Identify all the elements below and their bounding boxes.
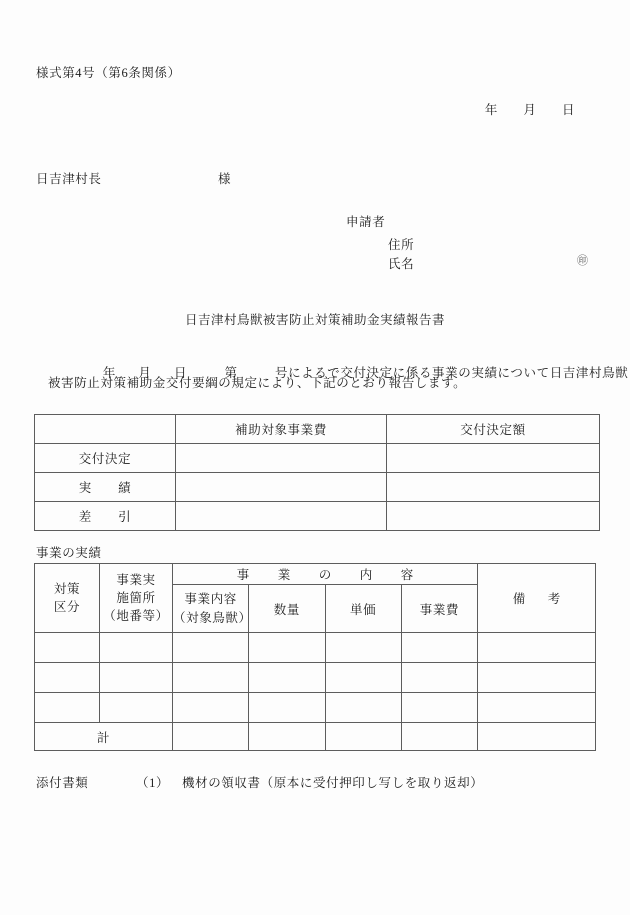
- results-cell-cost-3[interactable]: [401, 693, 477, 723]
- table-header-group-row: [35, 564, 596, 585]
- attachment-item-number: （1）: [136, 776, 170, 790]
- results-cell-naiyou-2[interactable]: [173, 663, 249, 693]
- document-title: 日吉津村鳥獣被害防止対策補助金実績報告書: [184, 313, 445, 327]
- results-header-remarks: 備 考: [478, 564, 596, 633]
- results-header-implementation-place: [100, 564, 173, 633]
- results-table: [34, 563, 596, 751]
- results-cell-kubun-2[interactable]: [35, 663, 100, 693]
- body-number-prefix-label: 第: [224, 365, 275, 380]
- table-row: [35, 663, 596, 693]
- body-day-label: 日: [173, 365, 225, 380]
- body-month-label: 月: [138, 365, 174, 380]
- summary-cell-actual-cost[interactable]: [176, 473, 387, 502]
- applicant-address-label: 住所: [388, 238, 415, 252]
- table-row: [35, 693, 596, 723]
- results-cell-place-2[interactable]: [100, 663, 173, 693]
- summary-header-grant-amount: 交付決定額: [387, 415, 600, 444]
- results-header-implementation-place-text: 事業実 施箇所 （地番等）: [103, 572, 169, 624]
- date-day-label: 日: [561, 102, 576, 117]
- summary-cell-actual-grant[interactable]: [387, 473, 600, 502]
- results-header-unit-price: 単価: [325, 585, 401, 633]
- attachments-label: 添付書類: [36, 776, 89, 790]
- results-cell-naiyou-3[interactable]: [173, 693, 249, 723]
- results-cell-unit-price-1[interactable]: [325, 633, 401, 663]
- table-row: [35, 502, 600, 531]
- results-cell-remarks-2[interactable]: [478, 663, 596, 693]
- results-cell-naiyou-1[interactable]: [173, 633, 249, 663]
- summary-cell-difference-cost[interactable]: [176, 502, 387, 531]
- date-month-label: 月: [523, 102, 562, 117]
- attachment-item-description: 機材の領収書（原本に受付押印し写しを取り返却）: [182, 776, 484, 790]
- summary-header-subsidy-cost: 補助対象事業費: [176, 415, 387, 444]
- results-total-naiyou[interactable]: [173, 723, 249, 751]
- results-header-measure-category: [35, 564, 100, 633]
- results-total-cost[interactable]: [401, 723, 477, 751]
- results-header-project-detail-text: 事業内容 （対象鳥獣）: [173, 592, 252, 625]
- summary-row-label-difference: 差 引: [35, 502, 176, 531]
- results-header-project-cost: 事業費: [401, 585, 477, 633]
- summary-table: [34, 414, 600, 531]
- results-header-measure-category-line-1: 対策 区分: [53, 581, 81, 614]
- body-paragraph-line-2: 被害防止対策補助金交付要綱の規定により、下記のとおり報告します。: [48, 376, 467, 390]
- results-cell-remarks-3[interactable]: [478, 693, 596, 723]
- form-code-label: 様式第4号（第6条関係）: [36, 66, 181, 80]
- results-cell-place-3[interactable]: [100, 693, 173, 723]
- results-section-label: 事業の実績: [36, 546, 102, 560]
- body-year-label: 年: [102, 365, 139, 380]
- results-cell-unit-price-3[interactable]: [325, 693, 401, 723]
- table-total-row: [35, 723, 596, 751]
- seal-stamp-icon: ㊞: [577, 255, 589, 267]
- summary-cell-difference-grant[interactable]: [387, 502, 600, 531]
- results-header-project-contents-group: 事 業 の 内 容: [173, 564, 478, 585]
- table-row: [35, 633, 596, 663]
- results-cell-place-1[interactable]: [100, 633, 173, 663]
- results-cell-quantity-3[interactable]: [249, 693, 325, 723]
- results-cell-kubun-1[interactable]: [35, 633, 100, 663]
- results-cell-quantity-1[interactable]: [249, 633, 325, 663]
- summary-row-label-decision: 交付決定: [35, 444, 176, 473]
- summary-cell-decision-grant[interactable]: [387, 444, 600, 473]
- results-cell-cost-1[interactable]: [401, 633, 477, 663]
- results-total-remarks[interactable]: [478, 723, 596, 751]
- results-total-unit-price[interactable]: [325, 723, 401, 751]
- results-cell-cost-2[interactable]: [401, 663, 477, 693]
- results-cell-unit-price-2[interactable]: [325, 663, 401, 693]
- summary-row-label-actual: 実 績: [35, 473, 176, 502]
- summary-cell-decision-cost[interactable]: [176, 444, 387, 473]
- applicant-name-label: 氏名: [388, 257, 415, 271]
- date-year-label: 年: [484, 102, 524, 117]
- date-line: [470, 91, 575, 129]
- results-cell-remarks-1[interactable]: [478, 633, 596, 663]
- table-row: [35, 473, 600, 502]
- results-header-quantity: 数量: [249, 585, 325, 633]
- addressee-label: 日吉津村長: [36, 172, 102, 186]
- summary-corner-cell: [35, 415, 176, 444]
- table-header-row: [35, 415, 600, 444]
- addressee-honorific-label: 様: [218, 172, 232, 186]
- results-cell-kubun-3[interactable]: [35, 693, 100, 723]
- table-row: [35, 444, 600, 473]
- applicant-label: 申請者: [346, 215, 386, 229]
- results-total-label: 計: [35, 723, 173, 751]
- results-total-quantity[interactable]: [249, 723, 325, 751]
- results-cell-quantity-2[interactable]: [249, 663, 325, 693]
- results-header-project-detail: [173, 585, 252, 633]
- body-line-1-rest: 号によるで交付決定に係る事業の実績について日吉津村鳥獣: [274, 365, 629, 380]
